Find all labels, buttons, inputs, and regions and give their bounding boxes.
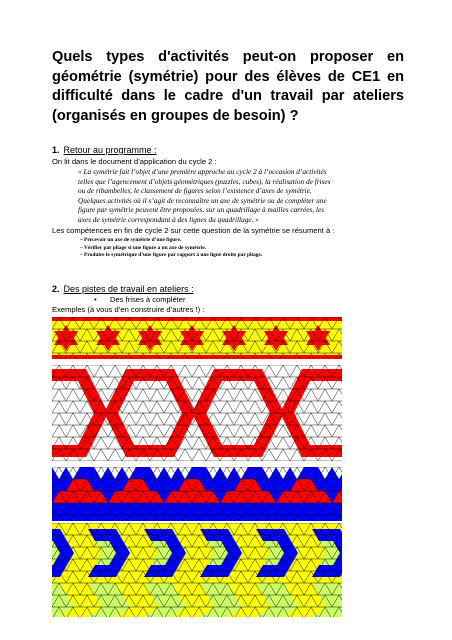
quote-line: Quelques activités où il s’agit de reconnaître un axe de symétrie ou de compléter une: [78, 195, 327, 205]
section-1-number: 1.: [52, 145, 60, 155]
bullet-icon: •: [94, 295, 97, 304]
activity-item-label: Des frises à compléter: [110, 295, 186, 304]
frieze-4-grid: [52, 523, 342, 617]
quote-line: ou de ribambelles, le classement de figures selon l’existence d’axes de symétrie.: [78, 186, 312, 196]
competences-text: Les compétences en fin de cycle 2 sur cette question de la symétrie se résument à :: [52, 226, 335, 235]
frieze-4: [52, 523, 342, 617]
frieze-1: [52, 317, 342, 359]
frieze-3-grid: [52, 467, 342, 521]
page-title: Quels types d'activités peut-on proposer en géométrie (symétrie) pour des élèves de CE1 en difficulté dans le cadre d'un travail par ateliers (organisés en groupes de besoin) ?: [52, 49, 404, 124]
friezes-figure: [52, 317, 342, 617]
section-1-intro: On lit dans le document d’application du cycle 2 :: [52, 157, 217, 166]
competence-item: – Vérifier par pliage si une figure a un axe de symétrie.: [80, 244, 206, 251]
quote-line: telles que l’agencement d’objets géométriques (puzzles, cubes), la réalisation de frises: [78, 176, 331, 186]
section-2-heading: [52, 284, 194, 295]
competence-item: – Produire le symétrique d’une figure par rapport à une ligne droite par pliage.: [80, 252, 263, 259]
frieze-2: [52, 365, 342, 461]
quote-line: axes de symétrie correspondant à des lignes du quadrillage. »: [78, 214, 259, 224]
activity-item: [94, 295, 186, 304]
frieze-2-grid: [52, 365, 342, 461]
section-2-label: Des pistes de travail en ateliers :: [63, 284, 194, 294]
competence-item: – Percevoir un axe de symétrie d’une figure.: [80, 237, 182, 243]
quote-line: figure par symétrie peuvent être proposées, sur un quadrillage à mailles carrées, les: [78, 205, 325, 215]
quote-line: « La symétrie fait l’objet d’une première approche au cycle 2 à l’occasion d’activités: [78, 167, 327, 176]
program-quote: [78, 167, 400, 224]
section-1-heading: [52, 145, 157, 156]
section-1-label: Retour au programme :: [63, 145, 157, 155]
section-2-number: 2.: [52, 284, 60, 294]
examples-text: Exemples (à vous d’en construire d’autres !) :: [52, 305, 205, 314]
competences-list: [80, 237, 262, 260]
frieze-3: [52, 467, 342, 521]
frieze-1-grid: [52, 317, 342, 359]
